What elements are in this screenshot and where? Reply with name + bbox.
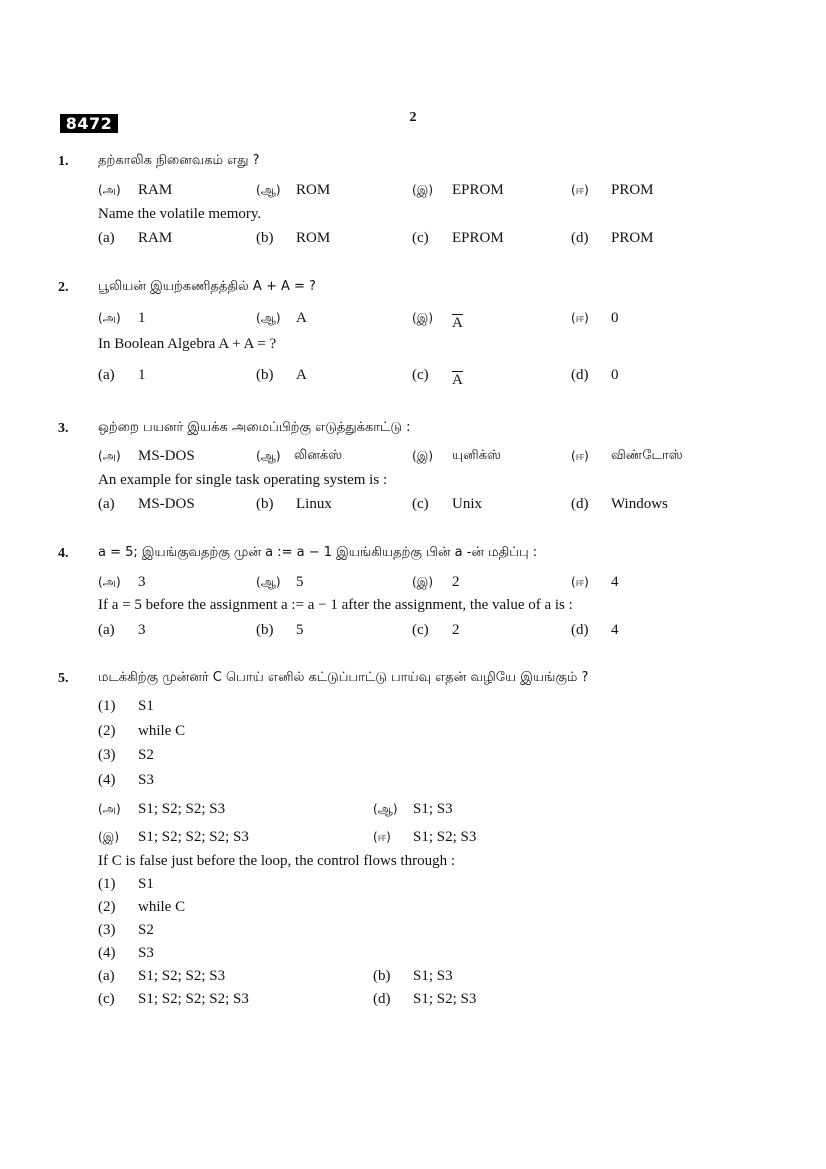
option-value: S1; S2; S2; S2; S3 xyxy=(138,829,249,845)
option-label: (ஈ) xyxy=(571,449,589,463)
option-value: S1; S3 xyxy=(413,968,453,984)
question-5-tamil-step-3 xyxy=(98,747,154,764)
question-4-tamil-option-b[interactable] xyxy=(256,574,304,591)
step-text: while C xyxy=(138,899,186,915)
step-number: (4) xyxy=(98,945,116,961)
question-3-english-text: An example for single task operating system is : xyxy=(98,472,388,488)
question-2-tamil-option-c[interactable] xyxy=(412,310,463,331)
option-value: PROM xyxy=(611,182,654,198)
option-label: (ஆ) xyxy=(256,449,281,463)
question-1-english-option-d[interactable] xyxy=(571,230,654,247)
step-number: (3) xyxy=(98,922,116,938)
option-label: (இ) xyxy=(98,830,120,844)
option-value-a-bar: $\overline{A}$ xyxy=(452,372,463,388)
option-value: 4 xyxy=(611,574,619,590)
option-value: A xyxy=(296,367,307,383)
question-3-tamil-option-b[interactable] xyxy=(256,448,343,465)
option-label: (அ) xyxy=(98,183,121,197)
question-4-english-option-c[interactable] xyxy=(412,622,460,639)
question-4-english-option-b[interactable] xyxy=(256,622,304,639)
option-label: (அ) xyxy=(98,449,121,463)
question-5-english-step-3 xyxy=(98,922,154,939)
step-text: S1 xyxy=(138,876,154,892)
option-value: RAM xyxy=(138,230,173,246)
option-label: (ஆ) xyxy=(256,183,281,197)
question-4-english-option-d[interactable] xyxy=(571,622,619,639)
question-4-tamil-option-c[interactable] xyxy=(412,574,460,591)
step-number: (4) xyxy=(98,772,116,788)
question-5-tamil-option-c[interactable] xyxy=(98,829,249,846)
question-5-tamil-step-4 xyxy=(98,772,154,789)
question-2-english-option-c[interactable] xyxy=(412,367,463,388)
option-value: Unix xyxy=(452,496,482,512)
question-5-english-step-2 xyxy=(98,899,186,916)
option-label: (d) xyxy=(571,622,589,638)
step-number: (1) xyxy=(98,876,116,892)
option-value: 2 xyxy=(452,574,460,590)
option-label: (b) xyxy=(256,622,274,638)
question-2-english-text: In Boolean Algebra A + A = ? xyxy=(98,336,277,352)
step-text: S1 xyxy=(138,698,154,714)
question-3-tamil-option-a[interactable] xyxy=(98,448,195,465)
option-label: (a) xyxy=(98,496,115,512)
question-1-tamil-option-a[interactable] xyxy=(98,182,173,199)
option-label: (d) xyxy=(373,991,391,1007)
question-5-tamil-step-1 xyxy=(98,698,154,715)
question-5-english-text: If C is false just before the loop, the control flows through : xyxy=(98,853,456,869)
option-label: (இ) xyxy=(412,183,434,197)
option-value: 1 xyxy=(138,367,146,383)
option-label: (இ) xyxy=(412,311,434,325)
option-label: (ஆ) xyxy=(256,575,281,589)
question-3-tamil-text: ஒற்றை பயனர் இயக்க அமைப்பிற்கு எடுத்துக்காட்டு : xyxy=(98,420,411,435)
option-label: (c) xyxy=(412,367,429,383)
option-value: 1 xyxy=(138,310,146,326)
option-label: (b) xyxy=(256,496,274,512)
question-3-number: 3. xyxy=(58,421,69,436)
option-label: (இ) xyxy=(412,449,434,463)
question-5-english-option-a[interactable] xyxy=(98,968,226,985)
option-label: (d) xyxy=(571,367,589,383)
option-label: (c) xyxy=(98,991,115,1007)
option-label: (ஈ) xyxy=(571,183,589,197)
option-value: MS-DOS xyxy=(138,448,195,464)
option-value: ROM xyxy=(296,182,331,198)
option-label: (a) xyxy=(98,968,115,984)
option-label: (c) xyxy=(412,496,429,512)
option-label: (ஆ) xyxy=(373,802,398,816)
question-5-tamil-option-a[interactable] xyxy=(98,801,226,818)
question-1-tamil-option-c[interactable] xyxy=(412,182,504,199)
option-value: A xyxy=(296,310,307,326)
option-label: (d) xyxy=(571,496,589,512)
option-label: (d) xyxy=(571,230,589,246)
option-value: 0 xyxy=(611,310,619,326)
option-value: 2 xyxy=(452,622,460,638)
question-2-english-option-b[interactable] xyxy=(256,367,307,384)
question-2-english-option-d[interactable] xyxy=(571,367,619,384)
option-label: (a) xyxy=(98,622,115,638)
question-1-tamil-option-d[interactable] xyxy=(571,182,654,199)
question-1-number: 1. xyxy=(58,154,69,169)
question-1-english-option-c[interactable] xyxy=(412,230,504,247)
question-3-tamil-option-d[interactable] xyxy=(571,448,683,465)
option-value: PROM xyxy=(611,230,654,246)
step-text: S3 xyxy=(138,945,154,961)
question-5-tamil-text: மடக்கிற்கு முன்னர் C பொய் எனில் கட்டுப்பாட்டு பாய்வு எதன் வழியே இயங்கும் ? xyxy=(98,670,589,685)
question-5-english-step-4 xyxy=(98,945,154,962)
paper-code-badge: 8472 xyxy=(60,114,118,133)
option-value: EPROM xyxy=(452,182,504,198)
question-5-tamil-option-b[interactable] xyxy=(373,801,453,818)
option-value: S1; S2; S3 xyxy=(413,829,477,845)
option-value: Windows xyxy=(611,496,668,512)
option-value: லினக்ஸ் xyxy=(294,448,343,463)
question-4-number: 4. xyxy=(58,546,69,561)
question-2-tamil-option-b[interactable] xyxy=(256,310,307,327)
option-value-a-bar: $\overline{A}$ xyxy=(452,315,463,331)
option-value: ROM xyxy=(296,230,331,246)
option-value: S1; S2; S2; S3 xyxy=(138,801,226,817)
option-label: (a) xyxy=(98,367,115,383)
option-label: (அ) xyxy=(98,575,121,589)
question-3-english-option-b[interactable] xyxy=(256,496,332,513)
option-label: (அ) xyxy=(98,802,121,816)
question-4-tamil-option-d[interactable] xyxy=(571,574,619,591)
option-value: 3 xyxy=(138,622,146,638)
option-label: (ஈ) xyxy=(571,311,589,325)
option-value: S1; S3 xyxy=(413,801,453,817)
option-value: 3 xyxy=(138,574,146,590)
option-label: (c) xyxy=(412,622,429,638)
option-label: (இ) xyxy=(412,575,434,589)
question-2-number: 2. xyxy=(58,280,69,295)
question-1-tamil-text: தற்காலிக நினைவகம் எது ? xyxy=(98,153,260,168)
step-text: S2 xyxy=(138,747,154,763)
question-4-tamil-option-a[interactable] xyxy=(98,574,146,591)
question-3-english-option-c[interactable] xyxy=(412,496,482,513)
question-3-tamil-option-c[interactable] xyxy=(412,448,501,465)
page-number: 2 xyxy=(409,110,417,125)
option-value: 5 xyxy=(296,574,304,590)
option-value: S1; S2; S2; S2; S3 xyxy=(138,991,249,1007)
question-2-tamil-option-a[interactable] xyxy=(98,310,146,327)
question-2-english-option-a[interactable] xyxy=(98,367,146,384)
question-1-english-option-b[interactable] xyxy=(256,230,331,247)
question-2-tamil-text: பூலியன் இயற்கணிதத்தில் A + A = ? xyxy=(98,279,316,294)
question-4-english-option-a[interactable] xyxy=(98,622,146,639)
option-value: 0 xyxy=(611,367,619,383)
question-1-english-text: Name the volatile memory. xyxy=(98,206,262,222)
question-2-tamil-option-d[interactable] xyxy=(571,310,619,327)
option-value: S1; S2; S2; S3 xyxy=(138,968,226,984)
step-text: S3 xyxy=(138,772,154,788)
step-text: while C xyxy=(138,723,186,739)
option-label: (ஈ) xyxy=(571,575,589,589)
question-3-english-option-a[interactable] xyxy=(98,496,195,513)
option-value: 4 xyxy=(611,622,619,638)
option-label: (b) xyxy=(256,367,274,383)
option-value: 5 xyxy=(296,622,304,638)
option-label: (ஆ) xyxy=(256,311,281,325)
question-5-number: 5. xyxy=(58,671,69,686)
step-number: (2) xyxy=(98,723,116,739)
option-label: (c) xyxy=(412,230,429,246)
option-label: (b) xyxy=(373,968,391,984)
step-text: S2 xyxy=(138,922,154,938)
option-label: (b) xyxy=(256,230,274,246)
option-value: MS-DOS xyxy=(138,496,195,512)
step-number: (2) xyxy=(98,899,116,915)
question-1-tamil-option-b[interactable] xyxy=(256,182,331,199)
question-5-english-option-b[interactable] xyxy=(373,968,453,985)
step-number: (3) xyxy=(98,747,116,763)
option-value: RAM xyxy=(138,182,173,198)
option-value: யுனிக்ஸ் xyxy=(452,448,501,463)
question-1-english-option-a[interactable] xyxy=(98,230,173,247)
question-5-tamil-step-2 xyxy=(98,723,186,740)
option-value: விண்டோஸ் xyxy=(611,448,683,463)
option-label: (ஈ) xyxy=(373,830,391,844)
step-number: (1) xyxy=(98,698,116,714)
option-value: S1; S2; S3 xyxy=(413,991,477,1007)
option-value: Linux xyxy=(296,496,332,512)
question-4-tamil-text: a = 5; இயங்குவதற்கு முன் a := a − 1 இயங்கியதற்கு பின் a -ன் மதிப்பு : xyxy=(98,545,538,560)
question-5-english-step-1 xyxy=(98,876,154,893)
option-label: (அ) xyxy=(98,311,121,325)
question-5-english-option-c[interactable] xyxy=(98,991,249,1008)
question-3-english-option-d[interactable] xyxy=(571,496,668,513)
question-5-english-option-d[interactable] xyxy=(373,991,477,1008)
question-5-tamil-option-d[interactable] xyxy=(373,829,477,846)
question-4-english-text: If a = 5 before the assignment a := a − 1 after the assignment, the value of a is : xyxy=(98,597,573,613)
option-label: (a) xyxy=(98,230,115,246)
option-value: EPROM xyxy=(452,230,504,246)
